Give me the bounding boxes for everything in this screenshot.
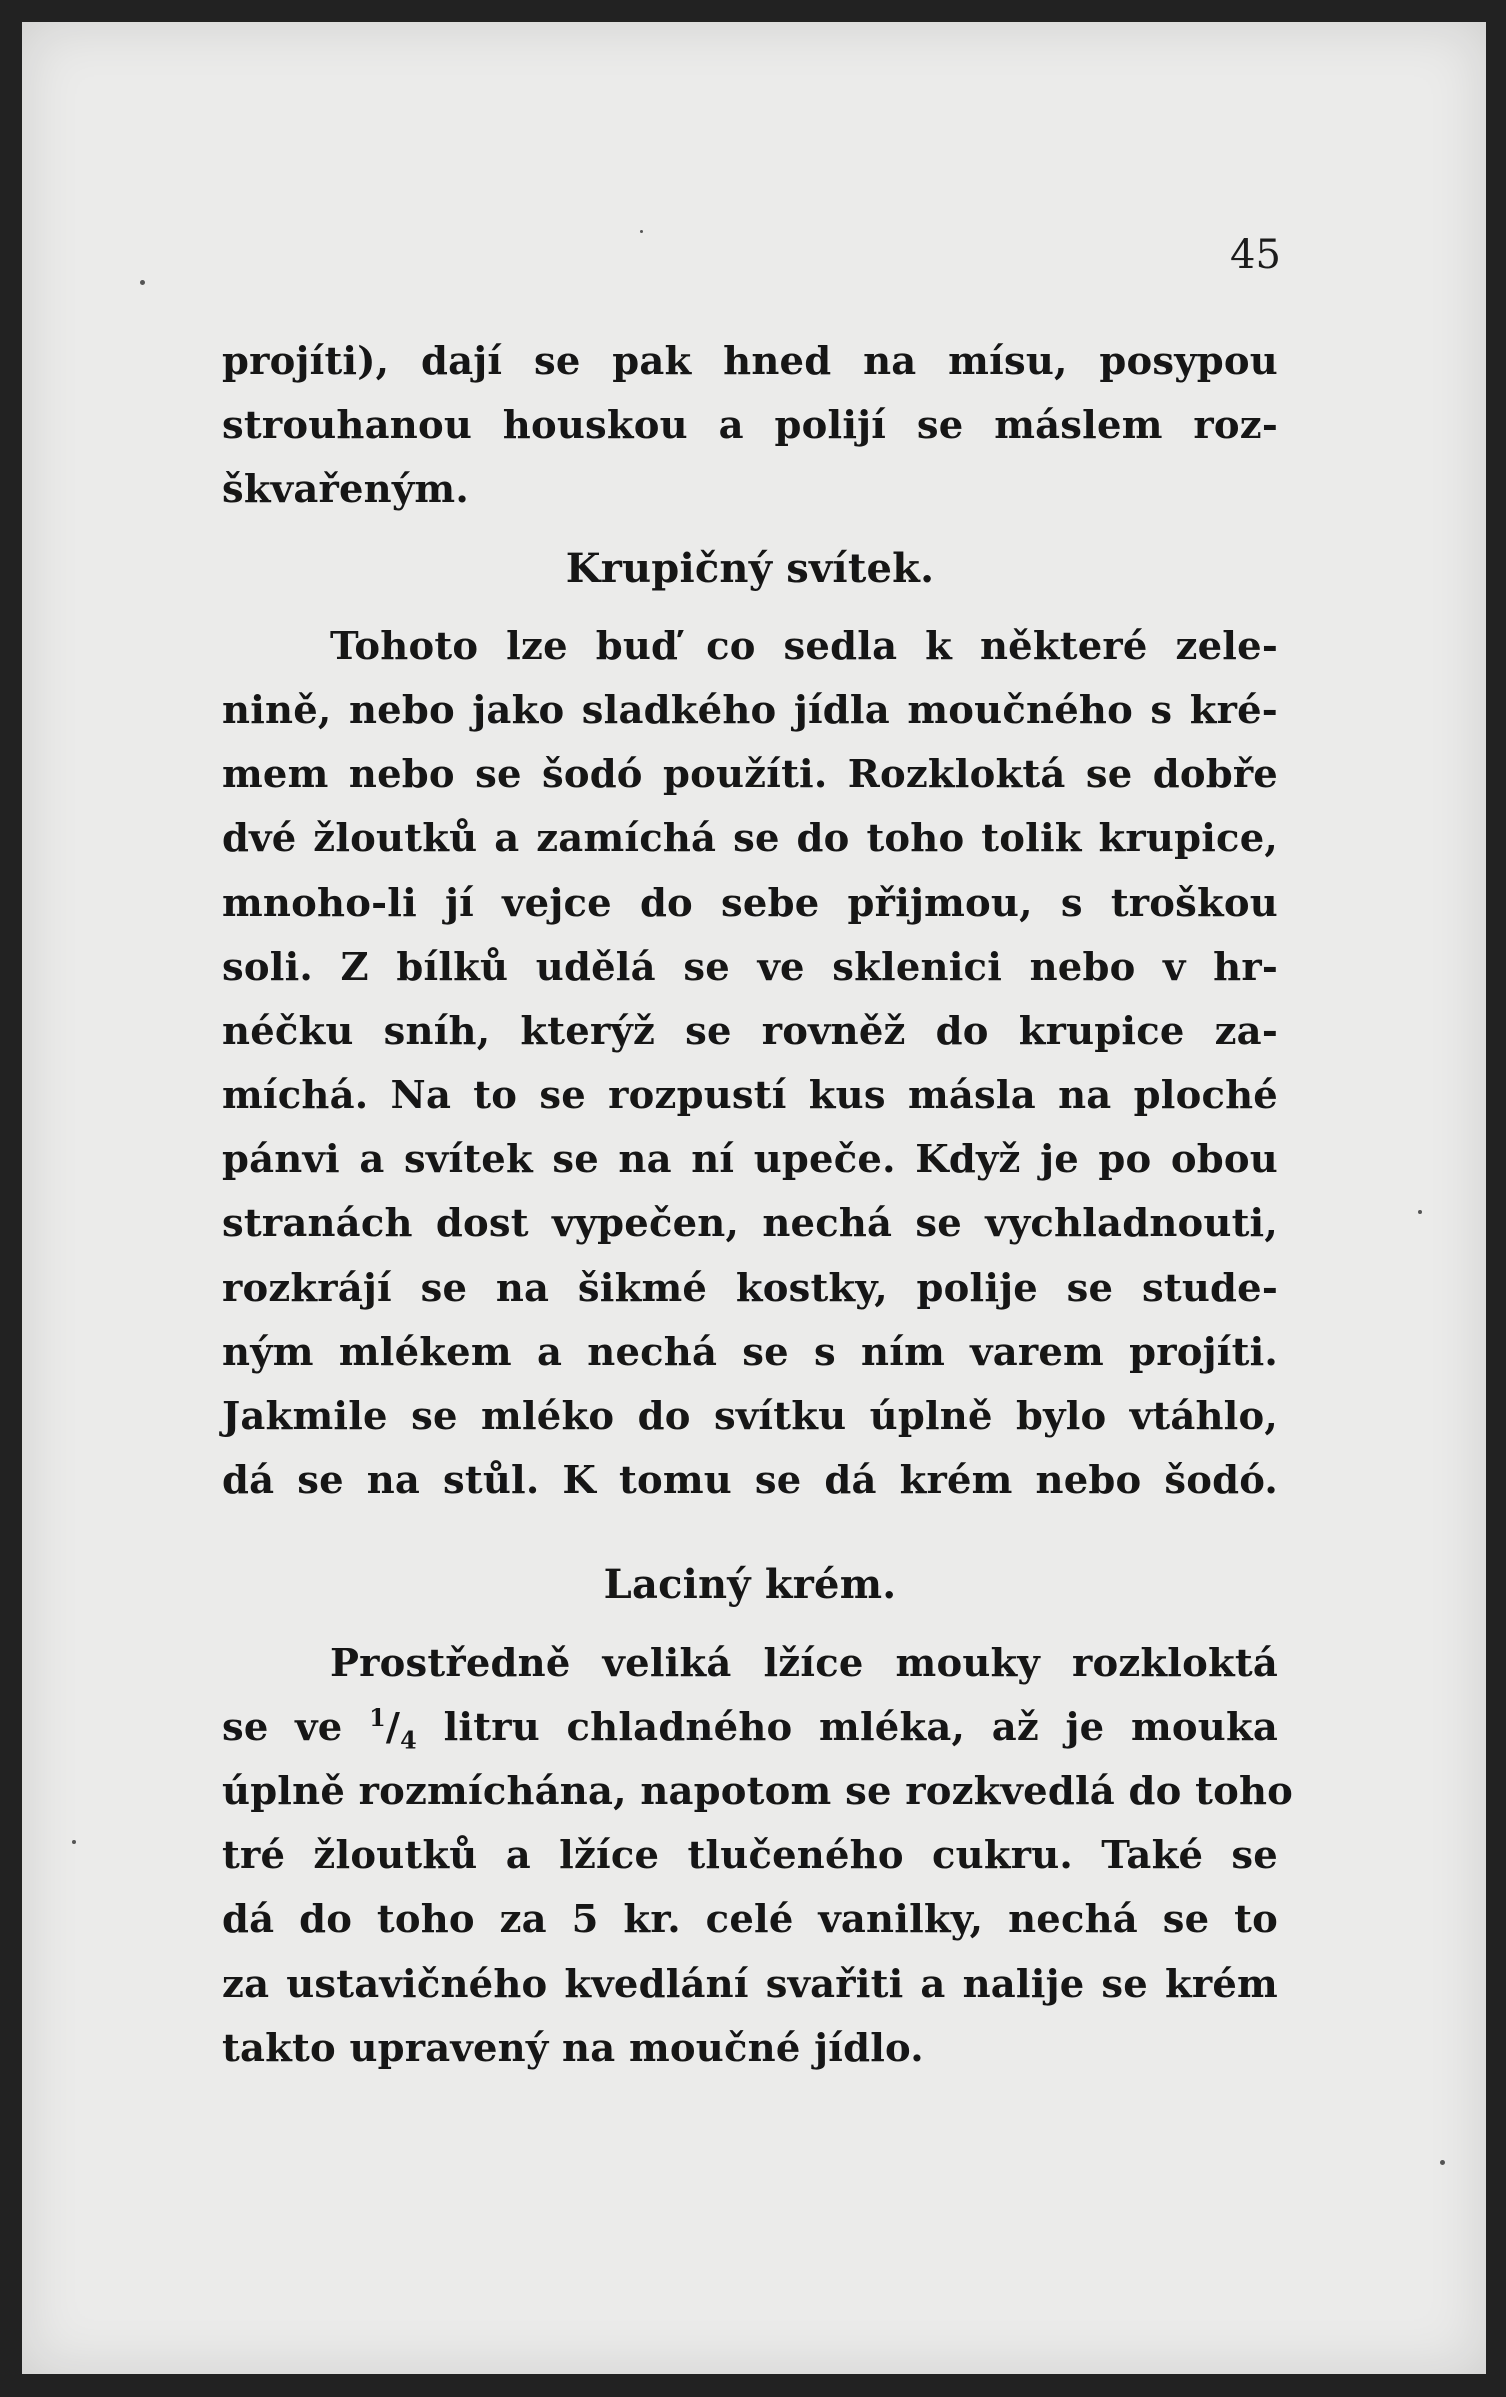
text-line: míchá. Na to se rozpustí kus másla na ploché: [222, 1073, 1278, 1119]
text-line: Tohoto lze buď co sedla k některé zele-: [330, 623, 1278, 669]
text-line: néčku sníh, kterýž se rovněž do krupice za-: [222, 1008, 1278, 1054]
text-line: nině, nebo jako sladkého jídla moučného s kré-: [222, 687, 1278, 733]
fraction-denominator: 4: [400, 1726, 417, 1755]
text-fragment: litru chladného mléka, až je mouka: [416, 1704, 1278, 1750]
text-line: soli. Z bílků udělá se ve sklenici nebo v hr-: [222, 944, 1278, 990]
spacer: [222, 1618, 1278, 1632]
text-line: ným mlékem a nechá se s ním varem projíti.: [222, 1329, 1278, 1375]
text-fragment: se ve: [222, 1704, 370, 1750]
text-line: takto upravený na moučné jídlo.: [222, 2025, 924, 2071]
spacer: [222, 601, 1278, 615]
text-line: mem nebo se šodó použíti. Rozkloktá se dobře: [222, 752, 1278, 798]
text-line: za ustavičného kvedlání svařiti a nalije se krém: [222, 1961, 1278, 2007]
text-line: škvařeným.: [222, 467, 469, 513]
text-line-fraction: [222, 1696, 1278, 1760]
text-line: mnoho-li jí vejce do sebe přijmou, s troškou: [222, 880, 1278, 926]
paper-speck: [640, 230, 643, 233]
paper-speck: [72, 1840, 76, 1844]
text-line: dá se na stůl. K tomu se dá krém nebo šodó.: [222, 1458, 1278, 1504]
text-line: tré žloutků a lžíce tlučeného cukru. Také se: [222, 1833, 1278, 1879]
text-line: dá do toho za 5 kr. celé vanilky, nechá se to: [222, 1897, 1278, 1943]
paper-speck: [1418, 1210, 1422, 1214]
text-line: dvé žloutků a zamíchá se do toho tolik krupice,: [222, 816, 1278, 862]
paper-speck: [1440, 2160, 1445, 2165]
text-line: projíti), dají se pak hned na mísu, posypou: [222, 339, 1278, 384]
section-heading: Krupičný svítek.: [565, 544, 935, 592]
page-text: [222, 330, 1294, 2081]
section-heading: Laciný krém.: [603, 1561, 897, 1609]
text-line: úplně rozmíchána, napotom se rozkvedlá do toho: [222, 1768, 1294, 1814]
text-line: strouhanou houskou a polijí se máslem roz-: [222, 403, 1278, 449]
page-number: 45: [1230, 232, 1281, 278]
text-line: rozkrájí se na šikmé kostky, polije se stude-: [222, 1265, 1278, 1311]
text-line: Jakmile se mléko do svítku úplně bylo vtáhlo,: [222, 1394, 1278, 1439]
spacer: [222, 523, 1278, 537]
paper-speck: [140, 280, 145, 285]
text-line: stranách dost vypečen, nechá se vychladnouti,: [222, 1201, 1278, 1247]
fraction-numerator: 1: [369, 1703, 386, 1732]
text-line: Prostředně veliká lžíce mouky rozkloktá: [330, 1640, 1278, 1686]
fraction-slash: /: [385, 1704, 401, 1750]
spacer: [222, 1513, 1278, 1553]
text-line: pánvi a svítek se na ní upeče. Když je po obou: [222, 1137, 1278, 1183]
